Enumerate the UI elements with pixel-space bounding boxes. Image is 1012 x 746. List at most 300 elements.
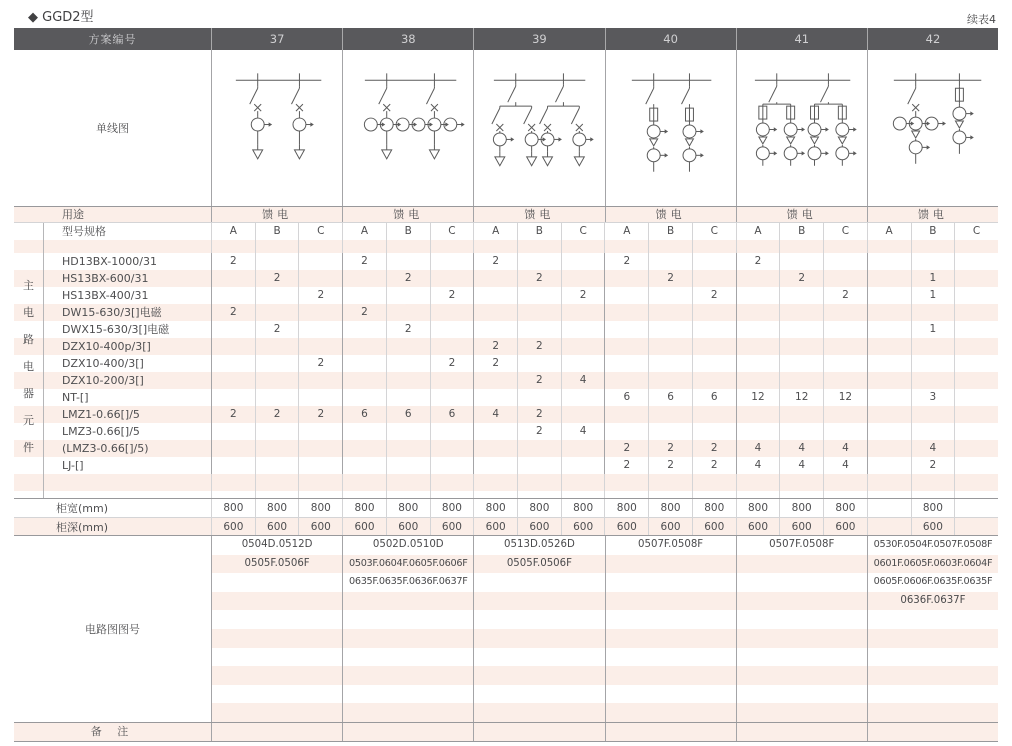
usage-value-cell: 馈电 <box>736 207 867 222</box>
quantity-cell <box>473 287 517 304</box>
quantity-cell: 2 <box>517 270 561 287</box>
quantity-cell <box>648 372 692 389</box>
spacer-cell <box>255 474 299 491</box>
quantity-cell <box>430 338 474 355</box>
quantity-cell <box>298 253 342 270</box>
circuit-code-line <box>343 629 473 648</box>
spacer-cell <box>911 491 955 498</box>
quantity-cell <box>604 355 648 372</box>
quantity-cell <box>473 440 517 457</box>
component-name: HS13BX-400/31 <box>62 289 149 302</box>
quantity-cell <box>867 270 911 287</box>
cabinet-depth-cells <box>211 518 998 535</box>
quantity-cell <box>779 338 823 355</box>
quantity-cell <box>517 389 561 406</box>
quantity-cell: 2 <box>473 338 517 355</box>
component-name: DW15-630/3[]电磁 <box>62 306 162 319</box>
circuit-code-line <box>212 573 342 592</box>
spacer-cell <box>604 474 648 491</box>
quantity-cell <box>736 304 780 321</box>
quantity-cell <box>517 287 561 304</box>
circuit-code-line: 0507F.0508F <box>638 539 704 550</box>
quantity-cell: 1 <box>911 270 955 287</box>
subcolumn-header-cell: C <box>430 223 474 240</box>
quantity-cell <box>386 440 430 457</box>
spacer-cell <box>211 240 255 253</box>
quantity-cell <box>648 253 692 270</box>
scheme-number-cell: 40 <box>605 28 736 50</box>
circuit-code-line <box>737 573 867 592</box>
circuit-code-line <box>737 703 867 722</box>
cabinet-width-value: 800 <box>255 499 299 517</box>
spacer-cell <box>954 240 998 253</box>
quantity-cell: 12 <box>823 389 867 406</box>
spacer-row <box>14 491 998 498</box>
spacer-cell <box>386 240 430 253</box>
component-name: DZX10-400p/3[] <box>62 340 151 353</box>
quantity-cell <box>298 440 342 457</box>
quantity-cell <box>954 270 998 287</box>
quantity-cell <box>298 338 342 355</box>
component-name: DZX10-200/3[] <box>62 374 144 387</box>
quantity-cell <box>473 321 517 338</box>
quantity-cell <box>911 253 955 270</box>
quantity-cell <box>823 338 867 355</box>
component-row <box>14 406 998 423</box>
circuit-code-column <box>211 536 342 722</box>
quantity-cell: 4 <box>736 440 780 457</box>
quantity-cell <box>736 270 780 287</box>
quantity-cell <box>867 338 911 355</box>
component-name: NT-[] <box>62 391 89 404</box>
quantity-cell <box>211 440 255 457</box>
quantity-cell <box>736 406 780 423</box>
circuit-code-line <box>474 685 604 704</box>
cabinet-depth-row <box>14 517 998 536</box>
circuit-code-line: 0635F.0635F.0636F.0637F <box>348 576 468 588</box>
quantity-cell <box>430 423 474 440</box>
subcolumn-header-cell: B <box>517 223 561 240</box>
quantity-cell <box>692 338 736 355</box>
circuit-code-line <box>212 685 342 704</box>
quantity-cell <box>211 423 255 440</box>
quantity-cell <box>911 355 955 372</box>
quantity-cell <box>867 355 911 372</box>
cabinet-depth-value: 600 <box>692 518 736 535</box>
quantity-cell <box>648 304 692 321</box>
spacer-cell <box>648 474 692 491</box>
spacer-cell <box>648 491 692 498</box>
quantity-cell: 6 <box>604 389 648 406</box>
cabinet-depth-value: 600 <box>430 518 474 535</box>
spacer-cell <box>430 491 474 498</box>
spacer-cell <box>648 240 692 253</box>
circuit-code-line <box>212 703 342 722</box>
quantity-cell <box>954 389 998 406</box>
spacer-cell <box>517 240 561 253</box>
component-name: HS13BX-600/31 <box>62 272 149 285</box>
quantity-cell <box>911 304 955 321</box>
cabinet-width-value: 800 <box>473 499 517 517</box>
circuit-code-line <box>606 592 736 611</box>
subcolumn-header-cell: C <box>692 223 736 240</box>
circuit-code-line <box>606 610 736 629</box>
quantity-cell: 6 <box>342 406 386 423</box>
quantity-cell: 2 <box>298 406 342 423</box>
quantity-cell: 12 <box>779 389 823 406</box>
cabinet-width-value: 800 <box>386 499 430 517</box>
cabinet-width-value: 800 <box>211 499 255 517</box>
quantity-cell: 4 <box>736 457 780 474</box>
cabinet-width-value: 800 <box>561 499 605 517</box>
quantity-cell <box>736 287 780 304</box>
quantity-cell: 2 <box>342 253 386 270</box>
circuit-code-line <box>606 555 736 574</box>
quantity-cell <box>473 457 517 474</box>
circuit-code-line <box>737 666 867 685</box>
spacer-cell <box>604 240 648 253</box>
spacer-cell <box>692 240 736 253</box>
circuit-code-line <box>474 648 604 667</box>
quantity-cell <box>386 287 430 304</box>
quantity-cell <box>255 389 299 406</box>
cabinet-width-value <box>867 499 911 517</box>
quantity-cell <box>648 406 692 423</box>
single-line-diagram-38 <box>342 50 473 206</box>
spacer-cell <box>473 491 517 498</box>
quantity-cell: 2 <box>430 287 474 304</box>
quantity-cell <box>211 338 255 355</box>
component-row <box>14 304 998 321</box>
circuit-code-line: 0530F.0504F.0507F.0508F <box>873 539 993 550</box>
spacer-cell <box>430 240 474 253</box>
subcolumn-header-cell: A <box>473 223 517 240</box>
quantity-cell <box>604 406 648 423</box>
quantity-cell <box>604 372 648 389</box>
subcolumn-header-cell: B <box>255 223 299 240</box>
quantity-cell <box>211 321 255 338</box>
quantity-cell <box>823 355 867 372</box>
spacer-cell <box>298 491 342 498</box>
circuit-code-line <box>868 703 998 722</box>
quantity-cell <box>604 423 648 440</box>
quantity-cell <box>298 372 342 389</box>
quantity-cell <box>386 423 430 440</box>
spacer-cell <box>211 474 255 491</box>
circuit-code-line <box>343 592 473 611</box>
quantity-cell: 2 <box>692 457 736 474</box>
quantity-cell <box>648 321 692 338</box>
quantity-cell <box>386 372 430 389</box>
spec-header-row <box>14 223 998 240</box>
quantity-cell <box>911 423 955 440</box>
spacer-cells <box>211 240 998 253</box>
quantity-cell <box>823 270 867 287</box>
subcolumn-header-cell: A <box>867 223 911 240</box>
circuit-code-line <box>606 573 736 592</box>
single-line-diagram-row <box>14 50 998 206</box>
subcolumn-header-cell: C <box>298 223 342 240</box>
spacer-cell <box>298 240 342 253</box>
quantity-cell <box>342 440 386 457</box>
quantity-cell <box>648 338 692 355</box>
circuit-code-line: 0505F.0506F <box>474 555 604 574</box>
quantity-cell <box>692 270 736 287</box>
quantity-cell <box>954 406 998 423</box>
scheme-number-label: 方案编号 <box>88 33 137 46</box>
cabinet-depth-value: 600 <box>604 518 648 535</box>
component-row <box>14 423 998 440</box>
cabinet-width-value: 800 <box>823 499 867 517</box>
quantity-cell: 2 <box>211 304 255 321</box>
circuit-code-line <box>737 629 867 648</box>
spacer-cell <box>911 240 955 253</box>
cabinet-depth-label: 柜深(mm) <box>56 521 109 534</box>
circuit-code-line <box>868 666 998 685</box>
cabinet-depth-value: 600 <box>211 518 255 535</box>
cabinet-depth-value: 600 <box>561 518 605 535</box>
spacer-cell <box>211 491 255 498</box>
quantity-cell <box>298 423 342 440</box>
remark-cell <box>605 723 736 741</box>
spacer-row <box>14 240 998 253</box>
quantity-cell <box>954 423 998 440</box>
quantity-cell <box>211 372 255 389</box>
quantity-cell <box>736 355 780 372</box>
circuit-code-line: 0513D.0526D <box>504 539 575 550</box>
quantity-cell <box>736 423 780 440</box>
usage-value-cell: 馈电 <box>342 207 473 222</box>
quantity-cell <box>779 304 823 321</box>
spacer-cell <box>823 240 867 253</box>
quantity-cell <box>911 406 955 423</box>
component-row <box>14 338 998 355</box>
quantity-cell <box>561 457 605 474</box>
quantity-cell <box>255 423 299 440</box>
spacer-cell <box>692 491 736 498</box>
quantity-cell: 6 <box>386 406 430 423</box>
quantity-cell: 2 <box>255 406 299 423</box>
quantity-cell: 2 <box>430 355 474 372</box>
spacer-cell <box>298 474 342 491</box>
circuit-code-line <box>474 703 604 722</box>
spacer-cell <box>386 474 430 491</box>
circuit-code-line <box>868 648 998 667</box>
quantity-cell <box>298 304 342 321</box>
quantity-cell <box>692 321 736 338</box>
subcolumn-header-cell: A <box>736 223 780 240</box>
cabinet-depth-value: 600 <box>342 518 386 535</box>
circuit-code-column <box>342 536 473 722</box>
quantity-cell <box>342 372 386 389</box>
diagram-cells <box>211 50 998 206</box>
quantity-cell <box>342 338 386 355</box>
circuit-code-line <box>343 685 473 704</box>
quantity-cell <box>954 321 998 338</box>
quantity-cell <box>517 321 561 338</box>
cabinet-depth-value: 600 <box>298 518 342 535</box>
subcolumn-header-cell: B <box>386 223 430 240</box>
component-row <box>14 389 998 406</box>
circuit-code-line <box>606 648 736 667</box>
component-name: HD13BX-1000/31 <box>62 255 157 268</box>
circuit-code-line: 0505F.0506F <box>212 555 342 574</box>
remark-cell <box>736 723 867 741</box>
component-name: LMZ1-0.66[]/5 <box>62 408 140 421</box>
spacer-cells <box>211 491 998 498</box>
cabinet-depth-value: 600 <box>473 518 517 535</box>
cabinet-depth-value: 600 <box>911 518 955 535</box>
spacer-cell <box>867 240 911 253</box>
subcolumn-header-cell: C <box>823 223 867 240</box>
quantity-cell: 1 <box>911 287 955 304</box>
quantity-cell: 2 <box>342 304 386 321</box>
quantity-cell <box>473 389 517 406</box>
quantity-cell <box>211 457 255 474</box>
circuit-code-line <box>606 629 736 648</box>
quantity-cell <box>692 355 736 372</box>
quantity-cell: 4 <box>779 457 823 474</box>
vertical-label-char: 路 <box>23 332 34 346</box>
circuit-number-columns <box>211 536 998 722</box>
quantity-cell: 4 <box>561 423 605 440</box>
quantity-cell: 2 <box>517 338 561 355</box>
quantity-cell <box>342 270 386 287</box>
quantity-cell <box>561 253 605 270</box>
quantity-cell <box>255 287 299 304</box>
spacer-cell <box>342 240 386 253</box>
component-row <box>14 321 998 338</box>
quantity-cell <box>823 321 867 338</box>
spacer-cell <box>342 474 386 491</box>
quantity-cell: 2 <box>473 355 517 372</box>
quantity-cell: 2 <box>692 440 736 457</box>
quantity-cell <box>867 457 911 474</box>
quantity-cell <box>342 321 386 338</box>
usage-value-cell: 馈电 <box>867 207 998 222</box>
quantity-cell <box>211 270 255 287</box>
component-name: DWX15-630/3[]电磁 <box>62 323 170 336</box>
component-name: LJ-[] <box>62 459 84 472</box>
quantity-cell <box>386 338 430 355</box>
quantity-cell: 2 <box>517 423 561 440</box>
quantity-cell <box>517 457 561 474</box>
remark-row <box>14 722 998 741</box>
quantity-cell <box>211 355 255 372</box>
spacer-cell <box>517 491 561 498</box>
circuit-code-line: 0502D.0510D <box>372 539 444 550</box>
spacer-cell <box>604 491 648 498</box>
usage-cells <box>211 207 998 222</box>
vertical-label-char: 件 <box>23 440 34 454</box>
quantity-cell: 4 <box>561 372 605 389</box>
quantity-cell: 4 <box>823 440 867 457</box>
quantity-cell: 2 <box>648 270 692 287</box>
quantity-cell: 2 <box>779 270 823 287</box>
vertical-label-char: 主 <box>23 278 34 292</box>
circuit-code-line <box>343 666 473 685</box>
spacer-cell <box>692 474 736 491</box>
quantity-cell <box>255 253 299 270</box>
quantity-cell <box>692 423 736 440</box>
cabinet-width-value: 800 <box>692 499 736 517</box>
cabinet-depth-value: 600 <box>255 518 299 535</box>
subcolumn-header-cell: A <box>604 223 648 240</box>
quantity-cell <box>386 253 430 270</box>
circuit-code-line <box>868 629 998 648</box>
main-circuit-components-vertical-label <box>14 223 44 498</box>
quantity-cell: 4 <box>779 440 823 457</box>
circuit-code-line: 0503F.0604F.0605F.0606F <box>343 555 473 574</box>
quantity-cell <box>604 270 648 287</box>
cabinet-width-value: 800 <box>342 499 386 517</box>
quantity-cell <box>867 389 911 406</box>
quantity-cell <box>648 423 692 440</box>
usage-row <box>14 206 998 223</box>
spacer-cell <box>561 491 605 498</box>
scheme-number-cell: 37 <box>211 28 342 50</box>
circuit-code-line: 0605F.0606F.0635F.0635F <box>873 576 993 588</box>
single-line-diagram-41 <box>736 50 867 206</box>
quantity-cell <box>779 253 823 270</box>
quantity-cell: 6 <box>648 389 692 406</box>
cabinet-depth-value: 600 <box>736 518 780 535</box>
quantity-cell <box>954 372 998 389</box>
scheme-number-cell: 41 <box>736 28 867 50</box>
component-row <box>14 355 998 372</box>
subcolumn-header-cell: A <box>342 223 386 240</box>
component-row <box>14 253 998 270</box>
quantity-cell: 2 <box>211 406 255 423</box>
subcolumn-header-cell: B <box>648 223 692 240</box>
quantity-cell: 6 <box>692 389 736 406</box>
quantity-cell: 2 <box>386 270 430 287</box>
quantity-cell <box>430 253 474 270</box>
quantity-cell <box>823 304 867 321</box>
circuit-code-column <box>605 536 736 722</box>
quantity-cell <box>954 355 998 372</box>
circuit-code-line: 0504D.0512D <box>241 539 313 550</box>
vertical-label-char: 电 <box>23 359 34 373</box>
quantity-cell: 2 <box>648 457 692 474</box>
component-rows <box>14 253 998 474</box>
usage-value-cell: 馈电 <box>473 207 604 222</box>
quantity-cell <box>517 253 561 270</box>
spacer-cell <box>736 240 780 253</box>
quantity-cell <box>736 372 780 389</box>
quantity-cell <box>779 321 823 338</box>
circuit-code-column <box>736 536 867 722</box>
usage-label: 用途 <box>62 208 84 221</box>
quantity-cell <box>779 406 823 423</box>
quantity-cell: 2 <box>648 440 692 457</box>
quantity-cell: 4 <box>473 406 517 423</box>
spacer-cell <box>736 474 780 491</box>
spacer-cell <box>342 491 386 498</box>
cabinet-width-value: 800 <box>517 499 561 517</box>
single-line-diagram-40 <box>605 50 736 206</box>
spacer-cell <box>473 474 517 491</box>
circuit-code-line <box>868 610 998 629</box>
circuit-code-line <box>606 685 736 704</box>
spacer-cell <box>736 491 780 498</box>
circuit-code-line <box>474 592 604 611</box>
cabinet-width-value: 800 <box>430 499 474 517</box>
circuit-code-line <box>474 573 604 592</box>
circuit-code-line <box>212 666 342 685</box>
scheme-number-cell: 39 <box>473 28 604 50</box>
spacer-cell <box>823 491 867 498</box>
